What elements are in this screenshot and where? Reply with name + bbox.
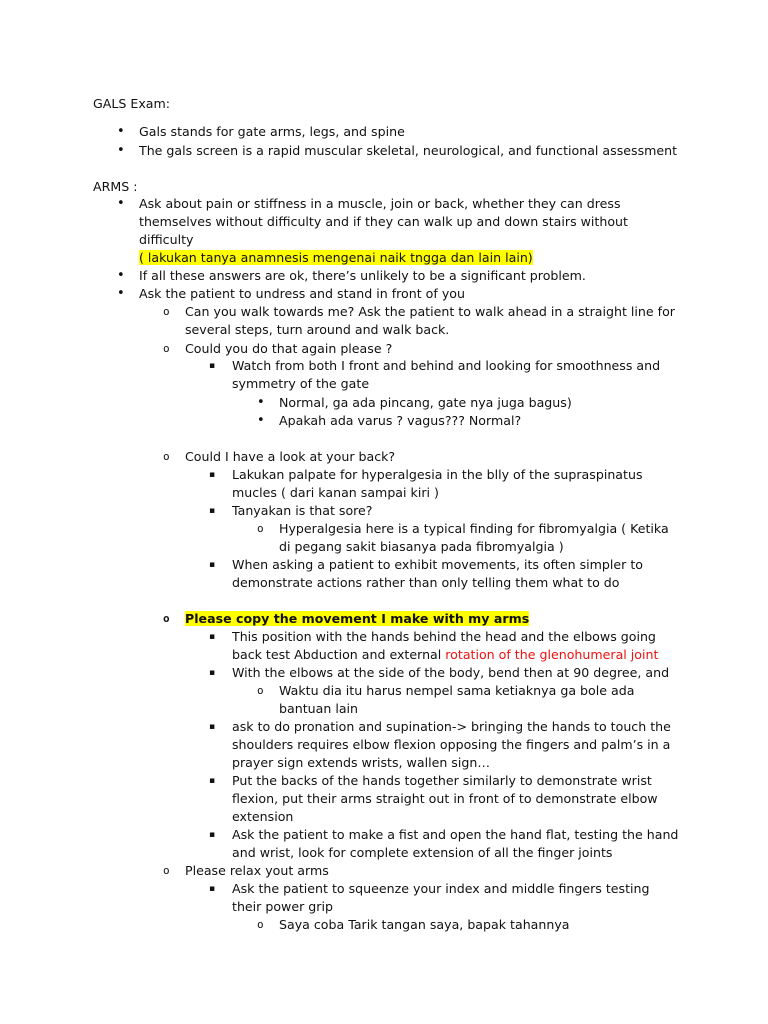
bullet-disc: • (117, 196, 125, 211)
bullet-disc: • (117, 268, 125, 283)
relax-item: Please relax yout arms (185, 863, 329, 878)
waktu-line-2: bantuan lain (279, 701, 359, 716)
back-item: Could I have a look at your back? (185, 449, 396, 464)
pronation-line-2: shoulders requires elbow flexion opposing the fingers and palm’s in a (232, 737, 671, 752)
position-line-1: This position with the hands behind the head and the elbows going (232, 629, 656, 644)
bullet-square: ▪ (209, 470, 216, 480)
bullet-circle: o (257, 522, 264, 535)
bullet-circle: o (163, 305, 170, 318)
bullet-disc: • (117, 286, 125, 301)
backs-line-2: flexion, put their arms straight out in front of to demonstrate elbow (232, 791, 658, 806)
palpate-line-2: mucles ( dari kanan sampai kiri ) (232, 485, 439, 500)
normal-item: Normal, ga ada pincang, gate nya juga bagus) (279, 395, 572, 410)
position-line-2 (232, 646, 658, 664)
walk-line-1: Can you walk towards me? Ask the patient to walk ahead in a straight line for (185, 304, 675, 319)
ask-pain-line-3: difficulty (139, 232, 194, 247)
exhibit-line-1: When asking a patient to exhibit movements, its often simpler to (232, 557, 643, 572)
bullet-square: ▪ (209, 560, 216, 570)
intro-item-1: Gals stands for gate arms, legs, and spine (139, 124, 405, 139)
bullet-square: ▪ (209, 776, 216, 786)
bullet-circle: o (163, 450, 170, 463)
squeeze-line-2: their power grip (232, 899, 333, 914)
bullet-circle: o (163, 342, 170, 355)
bullet-circle: o (163, 864, 170, 877)
bullet-circle: o (257, 684, 264, 697)
highlighted-heading: Please copy the movement I make with my arms (185, 611, 530, 626)
bullet-square: ▪ (209, 722, 216, 732)
bullet-circle: o (257, 918, 264, 931)
arms-heading: ARMS : (93, 179, 138, 194)
intro-item-2: The gals screen is a rapid muscular skeletal, neurological, and functional assessment (139, 143, 678, 158)
varus-item: Apakah ada varus ? vagus??? Normal? (279, 413, 522, 428)
hyperalgesia-line-2: di pegang sakit biasanya pada fibromyalgia ) (279, 539, 564, 554)
ask-pain-note (139, 249, 533, 267)
tarik-item: Saya coba Tarik tangan saya, bapak tahannya (279, 917, 570, 932)
bullet-square: ▪ (209, 632, 216, 642)
fist-line-1: Ask the patient to make a fist and open the hand flat, testing the hand (232, 827, 679, 842)
exhibit-line-2: demonstrate actions rather than only telling them what to do (232, 575, 620, 590)
bullet-square: ▪ (209, 884, 216, 894)
copy-movement-heading (185, 610, 529, 628)
bullet-square: ▪ (209, 830, 216, 840)
bullet-disc: • (257, 395, 265, 410)
palpate-line-1: Lakukan palpate for hyperalgesia in the blly of the supraspinatus (232, 467, 643, 482)
again-item: Could you do that again please ? (185, 341, 393, 356)
bullet-square: ▪ (209, 506, 216, 516)
bullet-disc: • (117, 143, 125, 158)
position-text: back test Abduction and external (232, 647, 446, 662)
bullet-circle: o (163, 612, 170, 625)
elbows-item: With the elbows at the side of the body, bend then at 90 degree, and (232, 665, 670, 680)
red-text: rotation of the glenohumeral joint (445, 647, 659, 662)
bullet-disc: • (117, 124, 125, 139)
bullet-square: ▪ (209, 668, 216, 678)
highlighted-note: ( lakukan tanya anamnesis mengenai naik tngga dan lain lain) (139, 250, 533, 265)
pronation-line-1: ask to do pronation and supination-> bringing the hands to touch the (232, 719, 671, 734)
backs-line-3: extension (232, 809, 294, 824)
watch-line-2: symmetry of the gate (232, 376, 370, 391)
doc-title: GALS Exam: (93, 96, 171, 111)
bullet-square: ▪ (209, 361, 216, 371)
fist-line-2: and wrist, look for complete extension of all the finger joints (232, 845, 613, 860)
if-ok-item: If all these answers are ok, there’s unlikely to be a significant problem. (139, 268, 586, 283)
watch-line-1: Watch from both I front and behind and looking for smoothness and (232, 358, 661, 373)
waktu-line-1: Waktu dia itu harus nempel sama ketiaknya ga bole ada (279, 683, 635, 698)
undress-item: Ask the patient to undress and stand in front of you (139, 286, 465, 301)
bullet-disc: • (257, 413, 265, 428)
ask-pain-line-2: themselves without difficulty and if they can walk up and down stairs without (139, 214, 628, 229)
squeeze-line-1: Ask the patient to squeenze your index and middle fingers testing (232, 881, 650, 896)
hyperalgesia-line-1: Hyperalgesia here is a typical finding for fibromyalgia ( Ketika (279, 521, 669, 536)
ask-pain-line-1: Ask about pain or stiffness in a muscle, join or back, whether they can dress (139, 196, 621, 211)
walk-line-2: several steps, turn around and walk back. (185, 322, 450, 337)
pronation-line-3: prayer sign extends wrists, wallen sign… (232, 755, 490, 770)
sore-item: Tanyakan is that sore? (232, 503, 373, 518)
backs-line-1: Put the backs of the hands together similarly to demonstrate wrist (232, 773, 652, 788)
